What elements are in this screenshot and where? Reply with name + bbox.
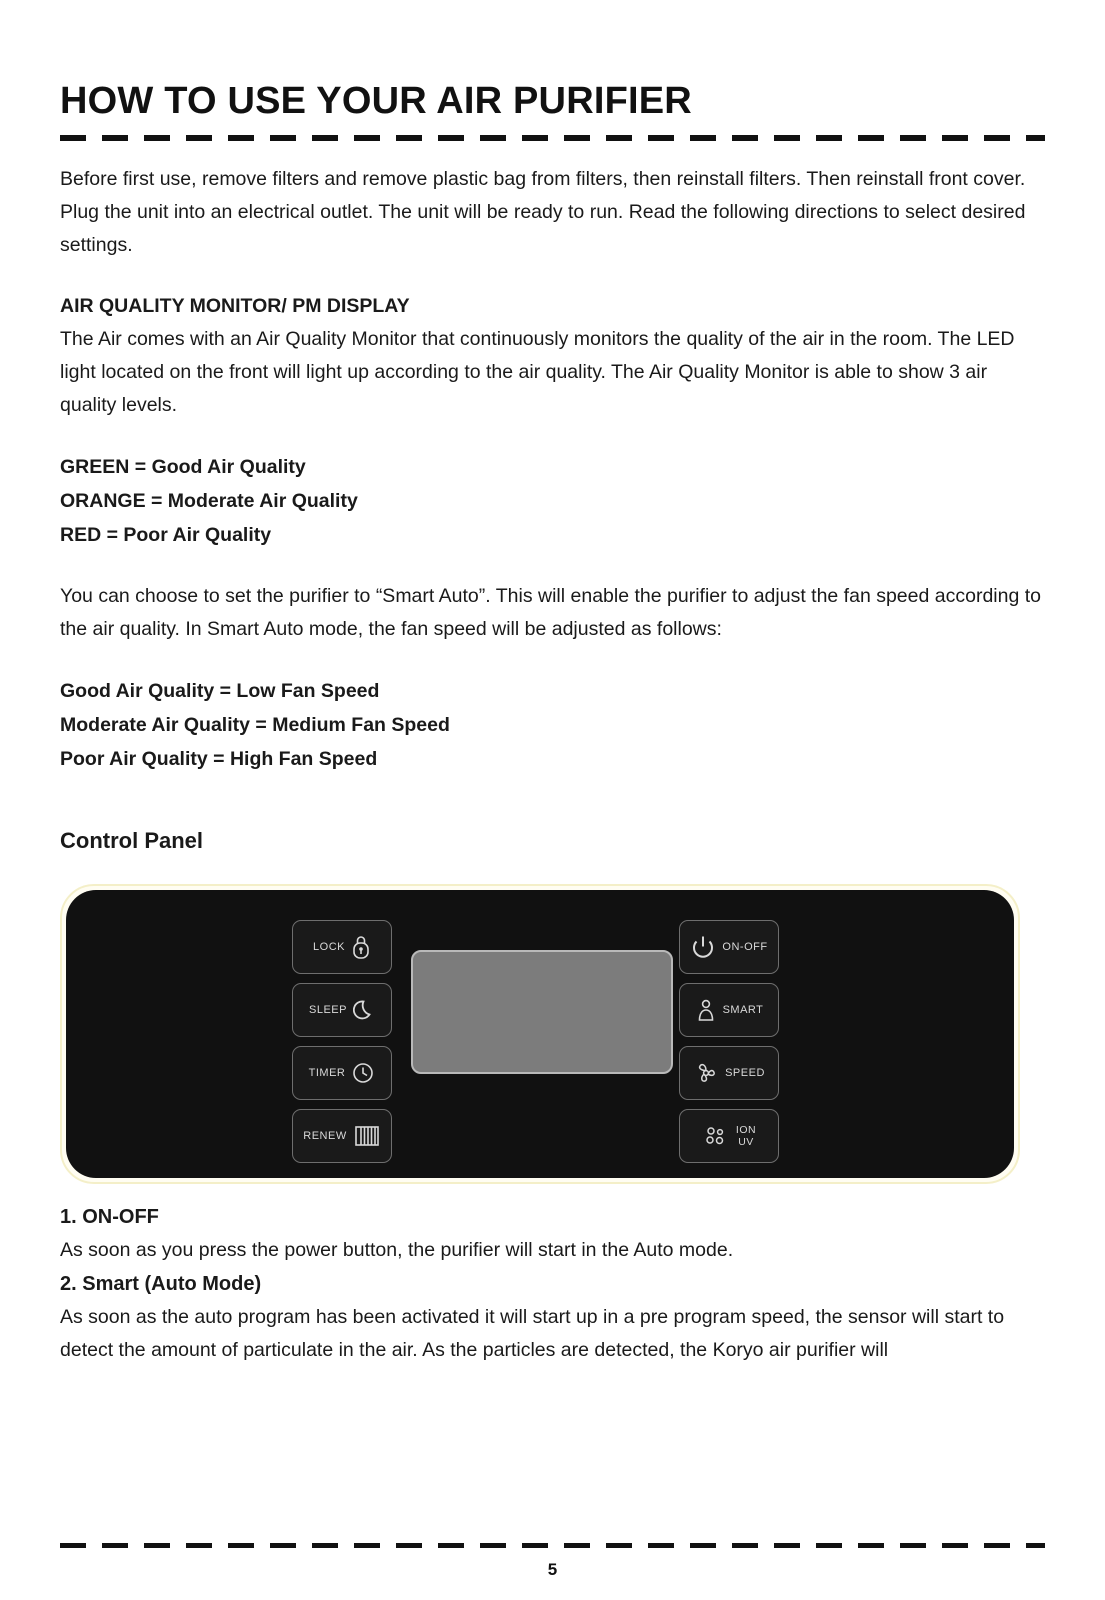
lock-button-label: LOCK: [313, 941, 345, 953]
spacer: [60, 552, 1045, 580]
clock-icon: [351, 1061, 375, 1085]
on-off-button-label: ON-OFF: [722, 941, 768, 953]
timer-button-label: TIMER: [308, 1067, 346, 1079]
filter-icon: [353, 1123, 381, 1149]
on-off-button[interactable]: [679, 920, 779, 974]
air-quality-levels: [60, 450, 1045, 552]
footer-divider: [60, 1543, 1045, 1548]
moon-icon: [353, 998, 375, 1022]
spacer: [60, 646, 1045, 674]
spacer: [60, 776, 1045, 818]
instruction-1-text: As soon as you press the power button, the purifier will start in the Auto mode.: [60, 1239, 734, 1261]
spacer: [60, 422, 1045, 450]
smart-auto-paragraph: You can choose to set the purifier to “Smart Auto”. This will enable the purifier to adjust the fan speed according to the air quality. In Smart Auto mode, the fan speed will be adjusted as follows:: [60, 585, 1041, 640]
smart-auto-mapping-poor: Poor Air Quality = High Fan Speed: [60, 748, 378, 770]
speed-button[interactable]: [679, 1046, 779, 1100]
smart-auto-mappings: [60, 674, 1045, 776]
smart-button[interactable]: [679, 983, 779, 1037]
person-icon: [695, 997, 717, 1023]
ion-icon: [702, 1124, 730, 1148]
air-quality-level-orange: ORANGE = Moderate Air Quality: [60, 490, 358, 512]
instruction-2-number: 2.: [60, 1273, 77, 1295]
instruction-1-title: ON-OFF: [82, 1206, 159, 1228]
instruction-2-heading: [60, 1267, 1045, 1301]
instruction-2-title: Smart (Auto Mode): [82, 1273, 262, 1295]
power-icon: [690, 934, 716, 960]
ion-uv-button-label: [736, 1124, 756, 1148]
fan-icon: [693, 1060, 719, 1086]
renew-button[interactable]: [292, 1109, 392, 1163]
air-quality-level-red: RED = Poor Air Quality: [60, 524, 272, 546]
smart-auto-mapping-moderate: Moderate Air Quality = Medium Fan Speed: [60, 714, 450, 736]
instruction-1-number: 1.: [60, 1206, 77, 1228]
page-number: 5: [547, 1560, 558, 1579]
page-title: HOW TO USE YOUR AIR PURIFIER: [60, 80, 692, 122]
instruction-1-heading: [60, 1200, 1045, 1234]
air-quality-paragraph: The Air comes with an Air Quality Monitor that continuously monitors the quality of the air in the room. The LED light located on the front will light up according to the air quality. The Air Quality Monitor is able to show 3 air quality levels.: [60, 328, 1015, 416]
ion-uv-button[interactable]: [679, 1109, 779, 1163]
title-divider: [60, 135, 1045, 141]
renew-button-label: RENEW: [303, 1130, 347, 1142]
lock-button[interactable]: [292, 920, 392, 974]
sleep-button[interactable]: [292, 983, 392, 1037]
control-panel-figure: [60, 884, 1020, 1184]
smart-button-label: SMART: [722, 1004, 764, 1016]
intro-paragraph-2: Plug the unit into an electrical outlet. The unit will be ready to run. Read the following directions to select desired settings.: [60, 201, 1026, 256]
lock-icon: [351, 934, 371, 960]
air-quality-heading: AIR QUALITY MONITOR/ PM DISPLAY: [60, 295, 410, 317]
ion-uv-label-line2: UV: [738, 1136, 754, 1148]
timer-button[interactable]: [292, 1046, 392, 1100]
smart-auto-mapping-good: Good Air Quality = Low Fan Speed: [60, 680, 380, 702]
air-quality-level-green: GREEN = Good Air Quality: [60, 456, 306, 478]
spacer: [60, 1184, 1045, 1200]
intro-paragraph-1: Before first use, remove filters and remove plastic bag from filters, then reinstall filters. Then reinstall front cover.: [60, 168, 1026, 190]
control-panel-heading: Control Panel: [60, 828, 204, 853]
ion-uv-label-line1: ION: [735, 1124, 757, 1136]
control-panel-left-buttons: [292, 920, 392, 1163]
sleep-button-label: SLEEP: [309, 1004, 347, 1016]
spacer: [60, 262, 1045, 290]
control-panel-right-buttons: [679, 920, 779, 1163]
control-panel-surface: [66, 890, 1014, 1178]
instruction-2-text: As soon as the auto program has been activated it will start up in a pre program speed, the sensor will start to detect the amount of particulate in the air. As the particles are detected, the Koryo air purifier will: [60, 1306, 1005, 1361]
speed-button-label: SPEED: [725, 1067, 765, 1079]
display-screen: [411, 950, 673, 1074]
